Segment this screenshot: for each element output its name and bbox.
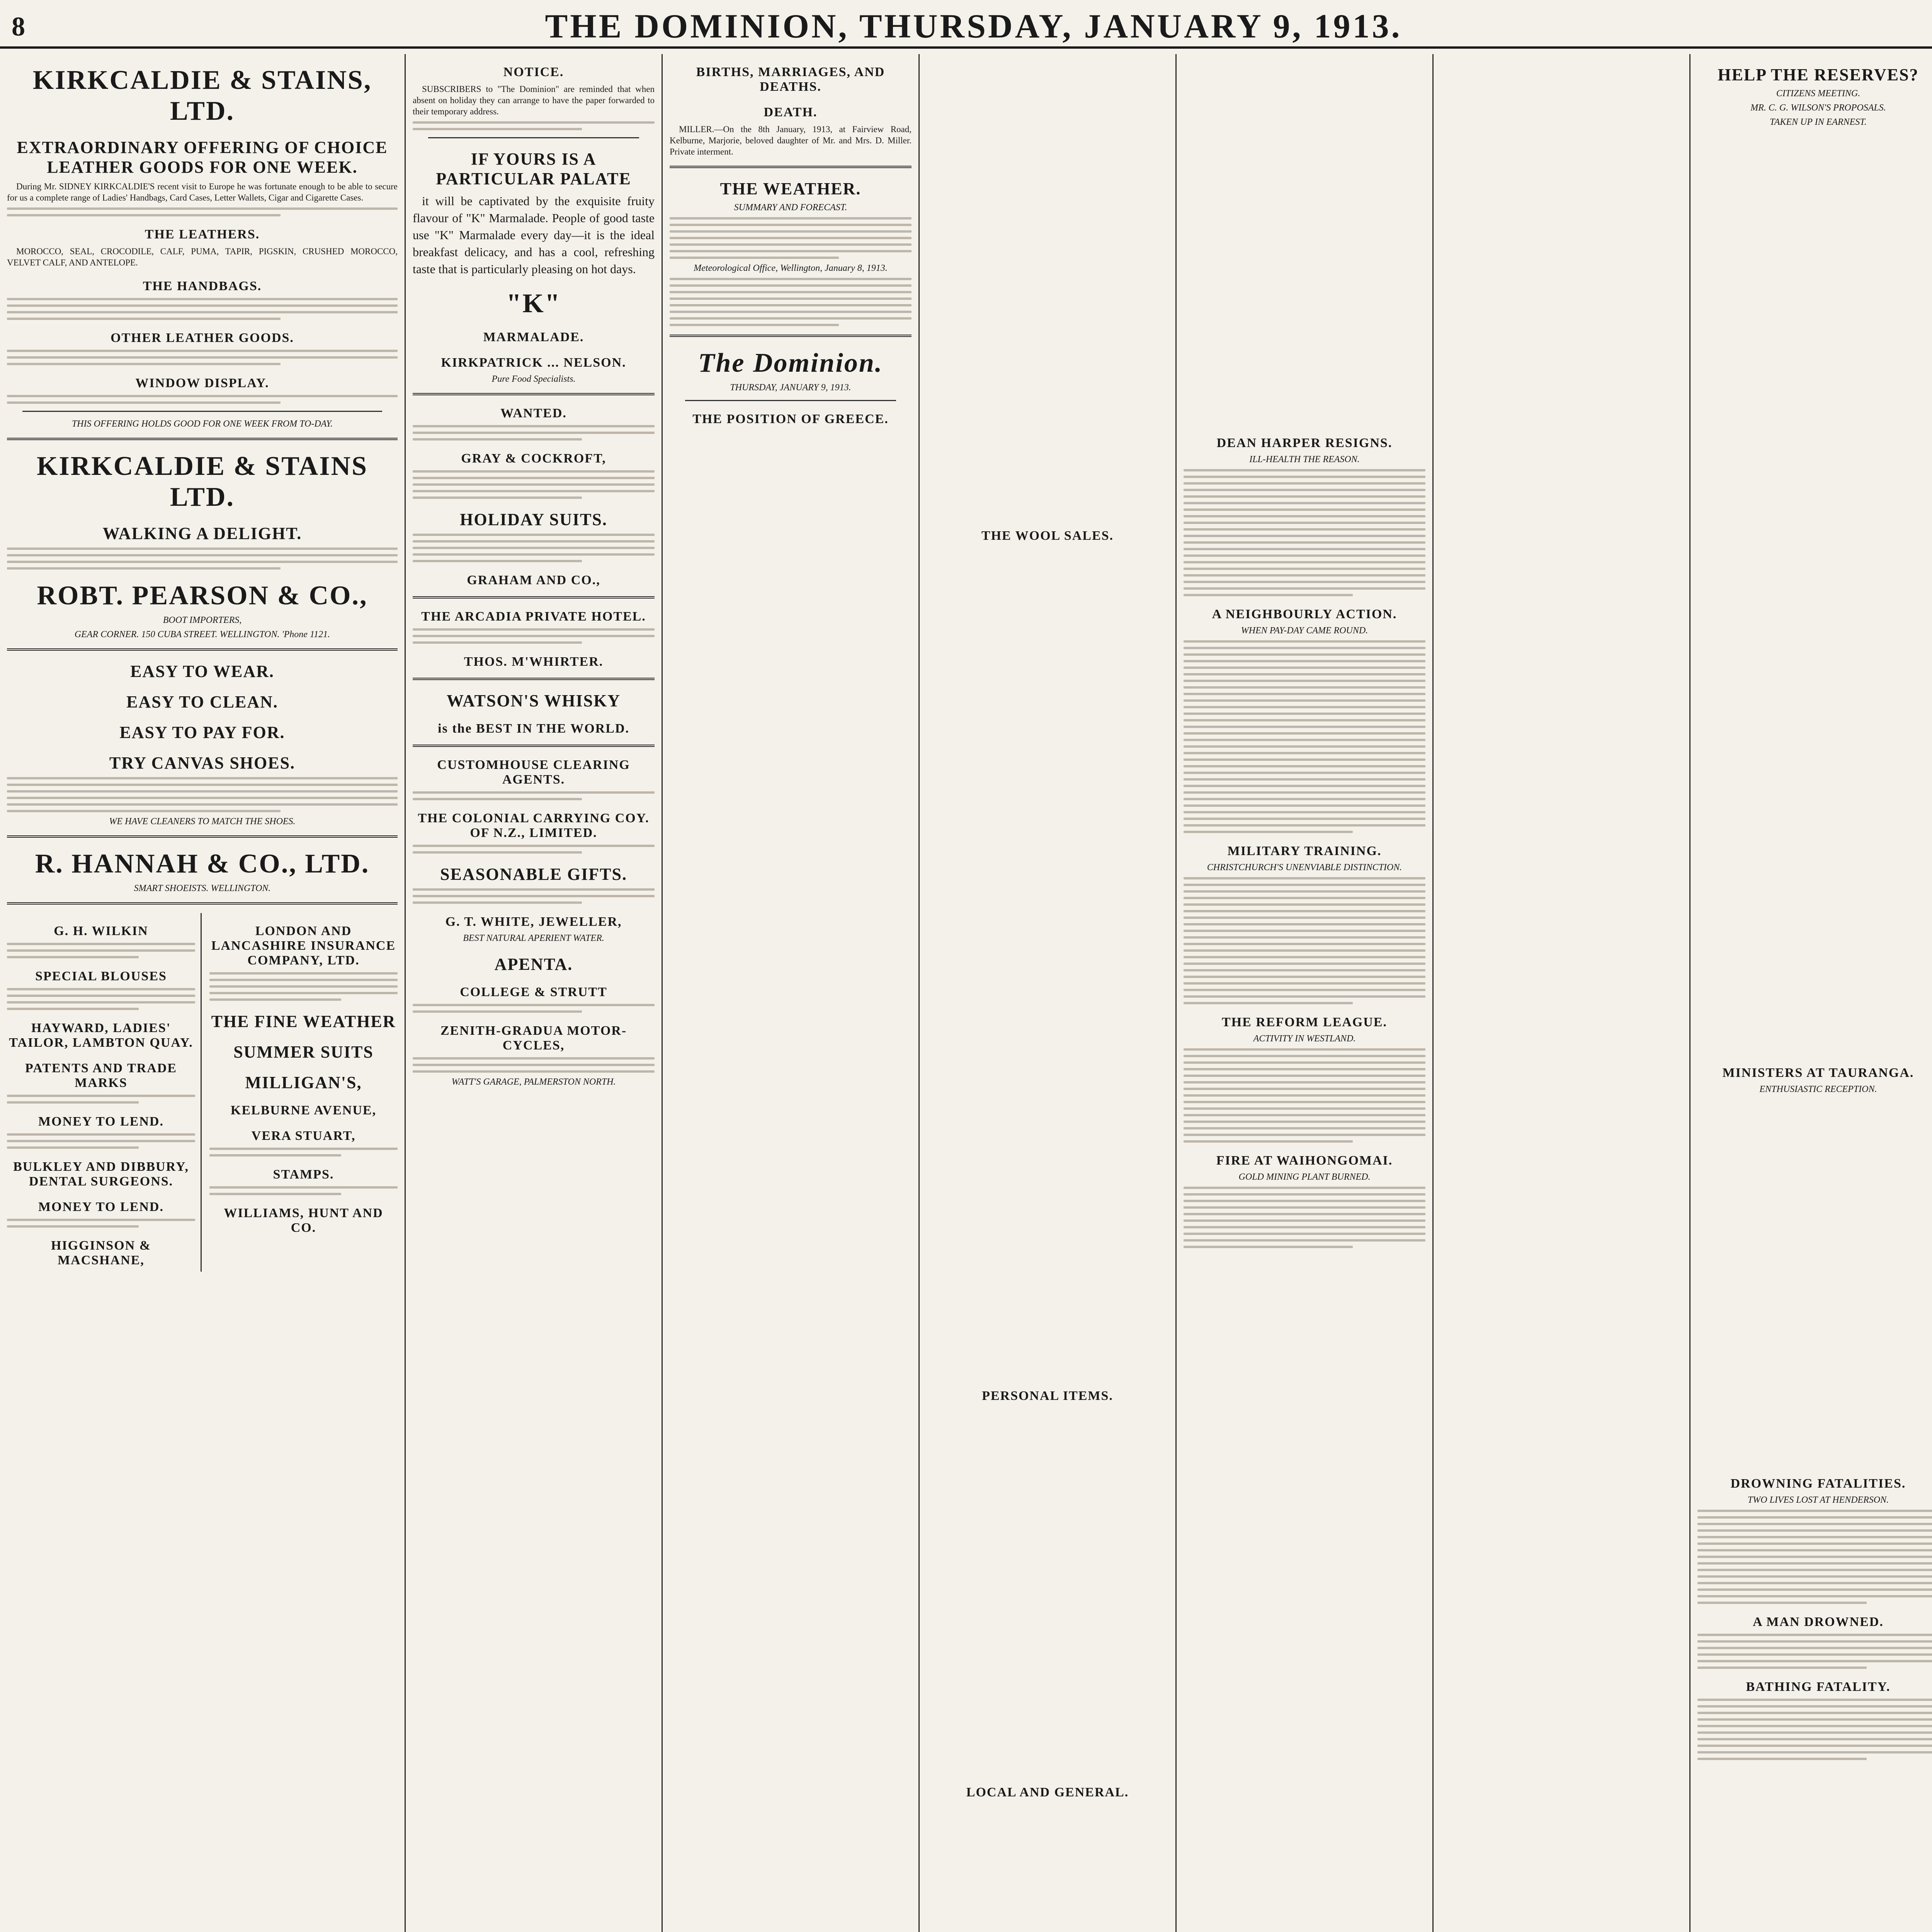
reserves-sub-2: MR. C. G. WILSON'S PROPOSALS. — [1750, 103, 1886, 113]
page-number: 8 — [12, 12, 25, 42]
dean-harper-sub: ILL-HEALTH THE REASON. — [1249, 454, 1360, 464]
mwhirter-head: THOS. M'WHIRTER. — [464, 655, 604, 669]
local-general-head: LOCAL AND GENERAL. — [966, 1785, 1129, 1799]
military-training-head: MILITARY TRAINING. — [1227, 844, 1382, 858]
easy-line-1: EASY TO WEAR. — [130, 662, 274, 681]
patents-head: PATENTS AND TRADE MARKS — [25, 1061, 177, 1090]
reform-league-head: THE REFORM LEAGUE. — [1222, 1015, 1387, 1029]
bulkley-head: BULKLEY AND DIBBURY, DENTAL SURGEONS. — [13, 1160, 189, 1189]
watts-garage-line: WATT'S GARAGE, PALMERSTON NORTH. — [451, 1077, 616, 1087]
reserves-sub-3: TAKEN UP IN EARNEST. — [1770, 117, 1867, 127]
apenta-subhead: BEST NATURAL APERIENT WATER. — [463, 933, 604, 943]
gray-cockroft-head: GRAY & COCKROFT, — [461, 451, 606, 466]
tauranga-sub: ENTHUSIASTIC RECEPTION. — [1759, 1084, 1877, 1094]
k-head: "K" — [506, 289, 561, 318]
weather-office: Meteorological Office, Wellington, January 8, 1913. — [694, 263, 888, 273]
canvas-shoes-head: TRY CANVAS SHOES. — [109, 753, 296, 772]
tauranga-article — [1697, 1099, 1932, 1466]
greece-head: THE POSITION OF GREECE. — [692, 412, 889, 426]
bathing-fatality-head: BATHING FATALITY. — [1746, 1680, 1891, 1694]
if-yours-head: IF YOURS IS A PARTICULAR PALATE — [436, 150, 631, 188]
holiday-suits-head: HOLIDAY SUITS. — [460, 510, 607, 529]
stamps-head: STAMPS. — [273, 1167, 334, 1182]
column-4 — [920, 54, 1177, 1932]
colonial-carrying-head: THE COLONIAL CARRYING COY. OF N.Z., LIMITED. — [418, 811, 650, 840]
white-jeweller-head: G. T. WHITE, JEWELLER, — [445, 915, 622, 929]
reserves-article — [1697, 132, 1932, 1055]
weather-sub: SUMMARY AND FORECAST. — [734, 202, 847, 213]
reform-league-sub: ACTIVITY IN WESTLAND. — [1253, 1034, 1356, 1044]
personal-items-article — [927, 1408, 1168, 1774]
walking-head: WALKING A DELIGHT. — [102, 524, 302, 543]
reserves-head: HELP THE RESERVES? — [1718, 65, 1919, 84]
death-head: DEATH. — [764, 105, 818, 119]
wool-sales-head: THE WOOL SALES. — [981, 529, 1114, 543]
arcadia-head: THE ARCADIA PRIVATE HOTEL. — [421, 609, 646, 624]
seasonable-head: SEASONABLE GIFTS. — [440, 865, 627, 884]
leathers-head: THE LEATHERS. — [145, 227, 260, 242]
col6-opening-article — [1440, 58, 1682, 1932]
dean-harper-head: DEAN HARPER RESIGNS. — [1216, 436, 1393, 450]
weather-head: THE WEATHER. — [720, 179, 861, 198]
column-6 — [1434, 54, 1690, 1932]
column-5 — [1177, 54, 1434, 1932]
column-7 — [1690, 54, 1932, 1932]
kirkcaldie-title-2: KIRKCALDIE & STAINS LTD. — [37, 451, 368, 512]
pearson-address: GEAR CORNER. 150 CUBA STREET. WELLINGTON. 'Phone 1121. — [74, 629, 330, 639]
money-to-lend-head: MONEY TO LEND. — [38, 1114, 164, 1129]
column-1 — [0, 54, 406, 1932]
hannah-title: R. HANNAH & CO., LTD. — [35, 849, 370, 879]
dominion-head: The Dominion. — [698, 348, 883, 378]
marmalade-text: it will be captivated by the exquisite fruity flavour of "K" Marmalade. People of good taste use "K" Marmalade every day—it is the ideal breakfast delicacy, and has a cool, refreshing taste that is particularly pleasing on hot days. — [413, 194, 655, 276]
higginson-head: HIGGINSON & MACSHANE, — [51, 1238, 151, 1267]
cleaners-line: WE HAVE CLEANERS TO MATCH THE SHOES. — [109, 816, 296, 827]
apenta-head: APENTA. — [494, 955, 573, 974]
wool-sales-article — [927, 548, 1168, 1378]
kelburne-head: KELBURNE AVENUE, — [230, 1103, 377, 1117]
london-lancs-head: LONDON AND LANCASHIRE INSURANCE COMPANY, LTD. — [211, 924, 396, 968]
best-world-line: is the BEST IN THE WORLD. — [438, 721, 629, 736]
other-goods-head: OTHER LEATHER GOODS. — [111, 331, 294, 345]
greece-continued — [927, 58, 1168, 518]
wanted-head: WANTED. — [500, 406, 567, 420]
personal-items-head: PERSONAL ITEMS. — [982, 1389, 1113, 1403]
pearson-sub: BOOT IMPORTERS, — [163, 615, 242, 625]
offering-head: EXTRAORDINARY OFFERING OF CHOICE LEATHER GOODS FOR ONE WEEK. — [17, 138, 388, 177]
fire-sub: GOLD MINING PLANT BURNED. — [1238, 1172, 1371, 1182]
dominion-date: THURSDAY, JANUARY 9, 1913. — [730, 383, 851, 393]
special-blouses-head: SPECIAL BLOUSES — [35, 969, 167, 983]
notice-text: SUBSCRIBERS to "The Dominion" are reminded that when absent on holiday they can arrange to have the paper forwarded to their temporary address. — [413, 84, 655, 116]
masthead — [0, 0, 1932, 49]
notice-head: NOTICE. — [503, 65, 564, 79]
summer-suits-head: SUMMER SUITS — [233, 1043, 374, 1061]
easy-line-2: EASY TO CLEAN. — [126, 692, 278, 711]
marmalade-head: MARMALADE. — [483, 330, 584, 344]
offering-footer: THIS OFFERING HOLDS GOOD FOR ONE WEEK FROM TO-DAY. — [71, 419, 333, 429]
kirkcaldie-title: KIRKCALDIE & STAINS, LTD. — [32, 65, 372, 126]
tauranga-head: MINISTERS AT TAURANGA. — [1722, 1066, 1914, 1080]
money-to-lend-head-2: MONEY TO LEND. — [38, 1200, 164, 1214]
leathers-list: MOROCCO, SEAL, CROCODILE, CALF, PUMA, TAPIR, PIGSKIN, CRUSHED MOROCCO, VELVET CALF, AND ANTELOPE. — [7, 247, 398, 267]
drowning-sub: TWO LIVES LOST AT HENDERSON. — [1747, 1495, 1889, 1505]
fine-weather-head: THE FINE WEATHER — [211, 1012, 396, 1031]
neighbourly-head: A NEIGHBOURLY ACTION. — [1212, 607, 1397, 621]
williams-head: WILLIAMS, HUNT AND CO. — [224, 1206, 383, 1235]
fire-head: FIRE AT WAIHONGOMAI. — [1216, 1153, 1393, 1168]
offering-text: During Mr. SIDNEY KIRKCALDIE'S recent visit to Europe he was fortunate enough to be able to secure for us a complete range of Ladies' Handbags, Card Cases, Letter Wallets, Cigar and Cigarette Cases. — [7, 182, 398, 202]
customhouse-head: CUSTOMHOUSE CLEARING AGENTS. — [437, 758, 630, 787]
newspaper-title: THE DOMINION, THURSDAY, JANUARY 9, 1913. — [545, 8, 1402, 45]
pearson-title: ROBT. PEARSON & CO., — [37, 581, 368, 611]
window-display-head: WINDOW DISPLAY. — [135, 376, 269, 390]
easy-line-3: EASY TO PAY FOR. — [119, 723, 285, 742]
column-2 — [406, 54, 663, 1932]
handbags-head: THE HANDBAGS. — [143, 279, 262, 293]
wilkin-head: G. H. WILKIN — [54, 924, 148, 938]
college-strutt-head: COLLEGE & STRUTT — [460, 985, 607, 999]
reserves-sub-1: CITIZENS MEETING. — [1776, 88, 1861, 99]
drowning-head: DROWNING FATALITIES. — [1730, 1476, 1906, 1491]
local-general-article — [927, 1804, 1168, 1932]
neighbourly-sub: WHEN PAY-DAY CAME ROUND. — [1241, 626, 1368, 636]
milligans-head: MILLIGAN'S, — [245, 1073, 362, 1092]
hannah-sub: SMART SHOEISTS. WELLINGTON. — [134, 883, 271, 893]
military-training-sub: CHRISTCHURCH'S UNENVIABLE DISTINCTION. — [1207, 862, 1402, 872]
hayward-head: HAYWARD, LADIES' TAILOR, LAMBTON QUAY. — [9, 1021, 193, 1050]
kirkpatrick-head: KIRKPATRICK ... NELSON. — [441, 355, 626, 370]
vera-stuart-head: VERA STUART, — [251, 1129, 356, 1143]
graham-head: GRAHAM AND CO., — [467, 573, 600, 587]
man-drowned-head: A MAN DROWNED. — [1753, 1615, 1884, 1629]
bmd-head: BIRTHS, MARRIAGES, AND DEATHS. — [696, 65, 885, 94]
pure-food-line: Pure Food Specialists. — [492, 374, 576, 384]
column-3 — [663, 54, 920, 1932]
death-text: MILLER.—On the 8th January, 1913, at Fairview Road, Kelburne, Marjorie, beloved daughter of Mr. and Mrs. D. Miller. Private interment. — [670, 124, 912, 156]
watsons-head: WATSON'S WHISKY — [446, 691, 621, 710]
col5-opening-article — [1184, 58, 1425, 425]
greece-article — [670, 431, 912, 1932]
zenith-head: ZENITH-GRADUA MOTOR-CYCLES, — [440, 1024, 627, 1053]
